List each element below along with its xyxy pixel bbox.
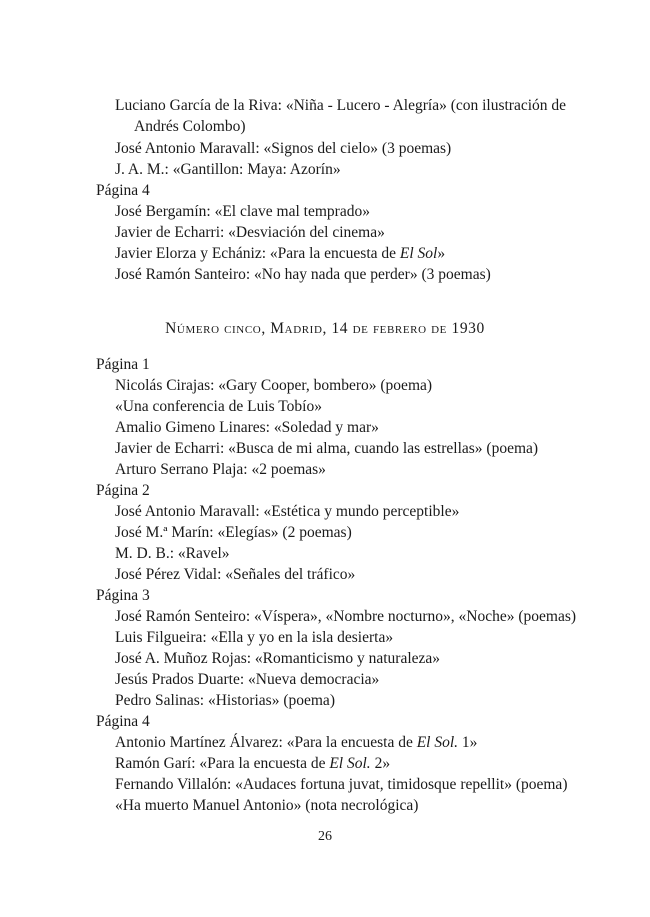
text-segment: Ramón Garí: «Para la encuesta de [115, 755, 330, 772]
list-item [115, 754, 390, 774]
list-item: Amalio Gimeno Linares: «Soledad y mar» [115, 419, 379, 436]
list-item: Luis Filgueira: «Ella y yo en la isla desierta» [115, 629, 394, 646]
text-segment: 2» [370, 755, 391, 772]
list-item: José Ramón Senteiro: «Víspera», «Nombre nocturno», «Noche» (poemas) [115, 608, 577, 625]
list-item: Javier de Echarri: «Busca de mi alma, cuando las estrellas» (poema) [115, 440, 539, 457]
text-segment: Antonio Martínez Álvarez: «Para la encuesta de [115, 734, 417, 751]
issue-heading: Número cinco, Madrid, 14 de febrero de 1930 [165, 320, 485, 337]
list-item: Luciano García de la Riva: «Niña - Lucero - Alegría» (con ilustración de [115, 97, 567, 114]
page-label: Página 4 [96, 713, 150, 730]
list-item: Pedro Salinas: «Historias» (poema) [115, 692, 335, 709]
list-item: José Pérez Vidal: «Señales del tráfico» [115, 566, 356, 583]
list-item: Nicolás Cirajas: «Gary Cooper, bombero» (poema) [115, 377, 433, 394]
page-label: Página 3 [96, 587, 150, 604]
list-item: José Antonio Maravall: «Estética y mundo perceptible» [115, 503, 460, 520]
list-item: J. A. M.: «Gantillon: Maya: Azorín» [115, 161, 341, 178]
text-segment: Javier Elorza y Echániz: «Para la encuesta de [115, 245, 400, 262]
list-item: José Bergamín: «El clave mal temprado» [115, 203, 370, 220]
text-segment: » [437, 245, 446, 262]
page-label: Página 2 [96, 482, 150, 499]
list-item: Fernando Villalón: «Audaces fortuna juvat, timidosque repellit» (poema) [115, 776, 568, 793]
list-item: Arturo Serrano Plaja: «2 poemas» [115, 461, 326, 478]
list-item: José Ramón Santeiro: «No hay nada que perder» (3 poemas) [115, 266, 491, 283]
list-item: Jesús Prados Duarte: «Nueva democracia» [115, 671, 380, 688]
italic-title: El Sol [399, 245, 438, 262]
list-item: José A. Muñoz Rojas: «Romanticismo y naturaleza» [115, 650, 441, 667]
italic-title: El Sol. [416, 734, 459, 751]
list-item [115, 244, 445, 264]
list-item: M. D. B.: «Ravel» [115, 545, 230, 562]
list-item: José M.ª Marín: «Elegías» (2 poemas) [115, 524, 352, 541]
list-item: Javier de Echarri: «Desviación del cinema» [115, 224, 385, 241]
page-label: Página 4 [96, 182, 150, 199]
list-item-continuation: Andrés Colombo) [134, 118, 246, 135]
list-item: José Antonio Maravall: «Signos del cielo» (3 poemas) [115, 140, 452, 157]
list-item [115, 733, 477, 753]
page-number: 26 [318, 829, 332, 844]
text-segment: 1» [458, 734, 478, 751]
list-item: «Una conferencia de Luis Tobío» [115, 398, 322, 415]
italic-title: El Sol. [329, 755, 371, 772]
page-label: Página 1 [96, 356, 150, 373]
list-item: «Ha muerto Manuel Antonio» (nota necrológica) [115, 797, 419, 814]
